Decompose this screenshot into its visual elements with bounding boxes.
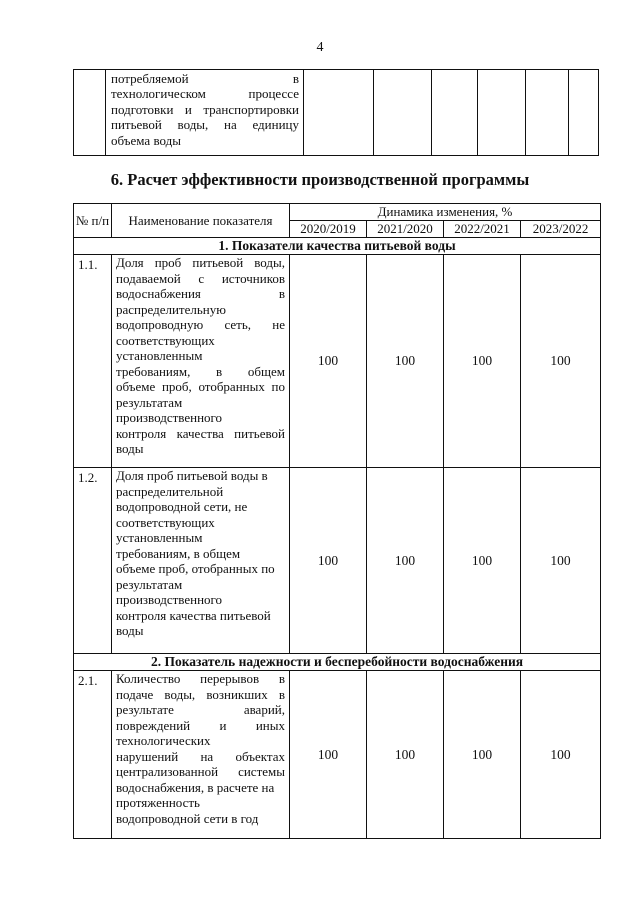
group-row [74,654,601,671]
row-name-line: воды [116,441,144,456]
row-name-line: водоснабжения в [116,286,285,301]
continuation-value-cell [526,70,569,156]
header-period: 2020/2019 [290,221,367,238]
table-row [74,255,601,468]
continuation-line: питьевой воды, на единицу [111,117,299,133]
group-title: 2. Показатель надежности и бесперебойности водоснабжения [74,654,601,671]
section-title: 6. Расчет эффективности производственной программы [110,170,530,189]
continuation-value-cell [304,70,374,156]
row-name-line: объеме проб, отобранных по [116,561,275,576]
group-row [74,238,601,255]
header-name: Наименование показателя [112,204,290,238]
row-name-line: подаваемой с источников [116,270,285,286]
row-name-line: результатам [116,394,183,410]
row-name-line: Доля проб питьевой воды, [116,255,285,270]
row-name-line: централизованной системы [116,764,285,779]
row-name-line: подаче воды, возникших в [116,686,285,702]
row-name-line: водопроводную сеть, не [116,317,285,332]
header-row [74,204,601,221]
row-name [112,671,290,839]
continuation-line: технологическом процессе [111,86,299,102]
row-name-line: требованиям, в общем [116,545,241,561]
table-row [74,671,601,839]
row-name-line: соответствующих [116,332,215,348]
header-period: 2021/2020 [367,221,444,238]
row-name-line: установленным [116,348,203,363]
continuation-value-cell [569,70,599,156]
row-name-line: контроля качества питьевой [116,607,271,623]
row-name-line: результатам [116,576,183,592]
continuation-line: потребляемой в [111,71,299,86]
group-title: 1. Показатели качества питьевой воды [74,238,601,255]
row-name-line: распределительную [116,301,226,317]
row-name-line: производственного [116,592,223,607]
row-name-line: требованиям, в общем [116,363,285,379]
row-name-line: контроля качества питьевой [116,425,285,441]
row-value: 100 [521,671,601,839]
row-value: 100 [290,255,367,468]
row-value: 100 [521,255,601,468]
row-name-line: Количество перерывов в [116,671,285,686]
header-dynamics: Динамика изменения, % [290,204,601,221]
row-name-line: нарушений на объектах [116,748,285,764]
row-value: 100 [367,468,444,654]
row-name-line: водопроводной сети, не [116,499,248,514]
row-value: 100 [367,671,444,839]
continuation-num-cell [74,70,106,156]
row-name-line: Доля проб питьевой воды в [116,468,268,483]
row-name-line: соответствующих [116,514,215,530]
row-name-line: производственного [116,410,223,425]
row-value: 100 [521,468,601,654]
row-value: 100 [444,468,521,654]
row-value: 100 [290,468,367,654]
row-value: 100 [444,671,521,839]
row-name-line: технологических [116,733,211,748]
continuation-value-cell [432,70,478,156]
row-name-line: водопроводной сети в год [116,810,259,826]
row-name-line: водоснабжения, в расчете на [116,779,275,795]
row-name-line: протяженность [116,795,200,810]
header-num: № п/п [74,204,112,238]
continuation-row [74,70,599,156]
row-name-line: воды [116,623,144,638]
row-name-line: установленным [116,530,203,545]
row-name-line: повреждений и иных [116,717,285,733]
row-number: 1.2. [74,468,112,654]
continuation-text-cell [106,70,304,156]
row-number: 1.1. [74,255,112,468]
row-value: 100 [290,671,367,839]
table-row [74,468,601,654]
efficiency-table [73,203,601,839]
continuation-value-cell [478,70,526,156]
row-name-line: объеме проб, отобранных по [116,379,285,394]
row-value: 100 [444,255,521,468]
page-number: 4 [316,40,324,55]
header-period: 2023/2022 [521,221,601,238]
row-value: 100 [367,255,444,468]
row-name [112,255,290,468]
row-name-line: результате аварий, [116,702,285,717]
header-period: 2022/2021 [444,221,521,238]
row-name [112,468,290,654]
row-name-line: распределительной [116,483,224,499]
continuation-line: объема воды [111,132,181,148]
row-number: 2.1. [74,671,112,839]
continuation-line: подготовки и транспортировки [111,101,299,117]
continuation-table [73,69,599,156]
continuation-value-cell [374,70,432,156]
